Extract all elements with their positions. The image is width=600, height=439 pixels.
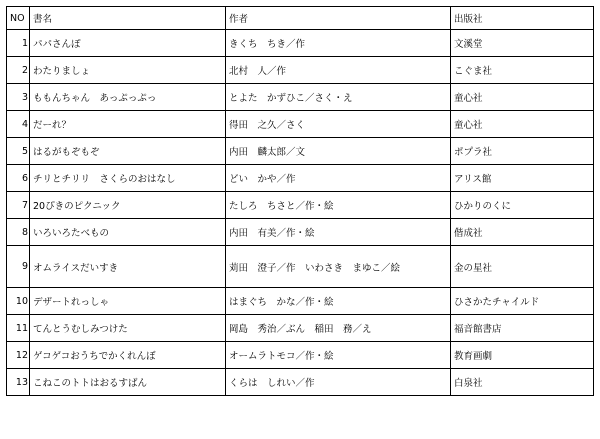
table-row — [7, 342, 594, 369]
table-row — [7, 369, 594, 396]
cell-no[interactable]: 13 — [7, 369, 30, 396]
table-row — [7, 288, 594, 315]
table-row — [7, 192, 594, 219]
cell-title[interactable]: オムライスだいすき — [30, 246, 226, 288]
cell-title[interactable]: はるがもぞもぞ — [30, 138, 226, 165]
table-row — [7, 219, 594, 246]
table-row — [7, 111, 594, 138]
cell-author[interactable]: たしろ ちさと／作・絵 — [226, 192, 451, 219]
table-row — [7, 246, 594, 288]
cell-publisher[interactable]: 偕成社 — [451, 219, 594, 246]
cell-no[interactable]: 2 — [7, 57, 30, 84]
cell-publisher[interactable]: ポプラ社 — [451, 138, 594, 165]
cell-title[interactable]: こねこのトトはおるすばん — [30, 369, 226, 396]
cell-publisher[interactable]: 金の星社 — [451, 246, 594, 288]
header-publisher[interactable]: 出版社 — [451, 7, 594, 30]
cell-author[interactable]: 北村 人／作 — [226, 57, 451, 84]
table-row — [7, 57, 594, 84]
cell-publisher[interactable]: 文溪堂 — [451, 30, 594, 57]
table-row — [7, 30, 594, 57]
header-row — [7, 7, 594, 30]
cell-publisher[interactable]: 教育画劇 — [451, 342, 594, 369]
cell-no[interactable]: 1 — [7, 30, 30, 57]
table-row — [7, 315, 594, 342]
header-title[interactable]: 書名 — [30, 7, 226, 30]
cell-author[interactable]: 得田 之久／さく — [226, 111, 451, 138]
cell-author[interactable]: とよた かずひこ／さく・え — [226, 84, 451, 111]
cell-no[interactable]: 7 — [7, 192, 30, 219]
cell-title[interactable]: だーれ？ — [30, 111, 226, 138]
cell-no[interactable]: 5 — [7, 138, 30, 165]
cell-author[interactable]: はまぐち かな／作・絵 — [226, 288, 451, 315]
cell-publisher[interactable]: アリス館 — [451, 165, 594, 192]
header-no[interactable]: NO — [7, 7, 30, 30]
cell-no[interactable]: 3 — [7, 84, 30, 111]
cell-author[interactable]: 内田 麟太郎／文 — [226, 138, 451, 165]
cell-no[interactable]: 12 — [7, 342, 30, 369]
cell-author[interactable]: どい かや／作 — [226, 165, 451, 192]
cell-title[interactable]: パパさんぽ — [30, 30, 226, 57]
table-row — [7, 138, 594, 165]
table-row — [7, 165, 594, 192]
cell-publisher[interactable]: 童心社 — [451, 84, 594, 111]
cell-title[interactable]: チリとチリリ さくらのおはなし — [30, 165, 226, 192]
cell-no[interactable]: 10 — [7, 288, 30, 315]
cell-author[interactable]: オームラトモコ／作・絵 — [226, 342, 451, 369]
cell-author[interactable]: 岡島 秀治／ぶん 稲田 務／え — [226, 315, 451, 342]
cell-title[interactable]: いろいろたべもの — [30, 219, 226, 246]
cell-no[interactable]: 6 — [7, 165, 30, 192]
cell-title[interactable]: ももんちゃん あっぷっぷっ — [30, 84, 226, 111]
cell-author[interactable]: 内田 有美／作・絵 — [226, 219, 451, 246]
cell-title[interactable]: ゲコゲコおうちでかくれんぼ — [30, 342, 226, 369]
cell-author[interactable]: きくち ちき／作 — [226, 30, 451, 57]
cell-title[interactable]: デザートれっしゃ — [30, 288, 226, 315]
cell-no[interactable]: 9 — [7, 246, 30, 288]
cell-publisher[interactable]: ひさかたチャイルド — [451, 288, 594, 315]
cell-author[interactable]: 苅田 澄子／作 いわさき まゆこ／絵 — [226, 246, 451, 288]
cell-no[interactable]: 8 — [7, 219, 30, 246]
cell-no[interactable]: 4 — [7, 111, 30, 138]
cell-publisher[interactable]: 白泉社 — [451, 369, 594, 396]
cell-title[interactable]: わたりましょ — [30, 57, 226, 84]
cell-publisher[interactable]: 童心社 — [451, 111, 594, 138]
cell-no[interactable]: 11 — [7, 315, 30, 342]
table-row — [7, 84, 594, 111]
cell-publisher[interactable]: 福音館書店 — [451, 315, 594, 342]
book-list-table — [6, 6, 594, 396]
cell-author[interactable]: くらは しれい／作 — [226, 369, 451, 396]
cell-title[interactable]: てんとうむしみつけた — [30, 315, 226, 342]
cell-title[interactable]: 20ぴきのピクニック — [30, 192, 226, 219]
cell-publisher[interactable]: ひかりのくに — [451, 192, 594, 219]
header-author[interactable]: 作者 — [226, 7, 451, 30]
cell-publisher[interactable]: こぐま社 — [451, 57, 594, 84]
